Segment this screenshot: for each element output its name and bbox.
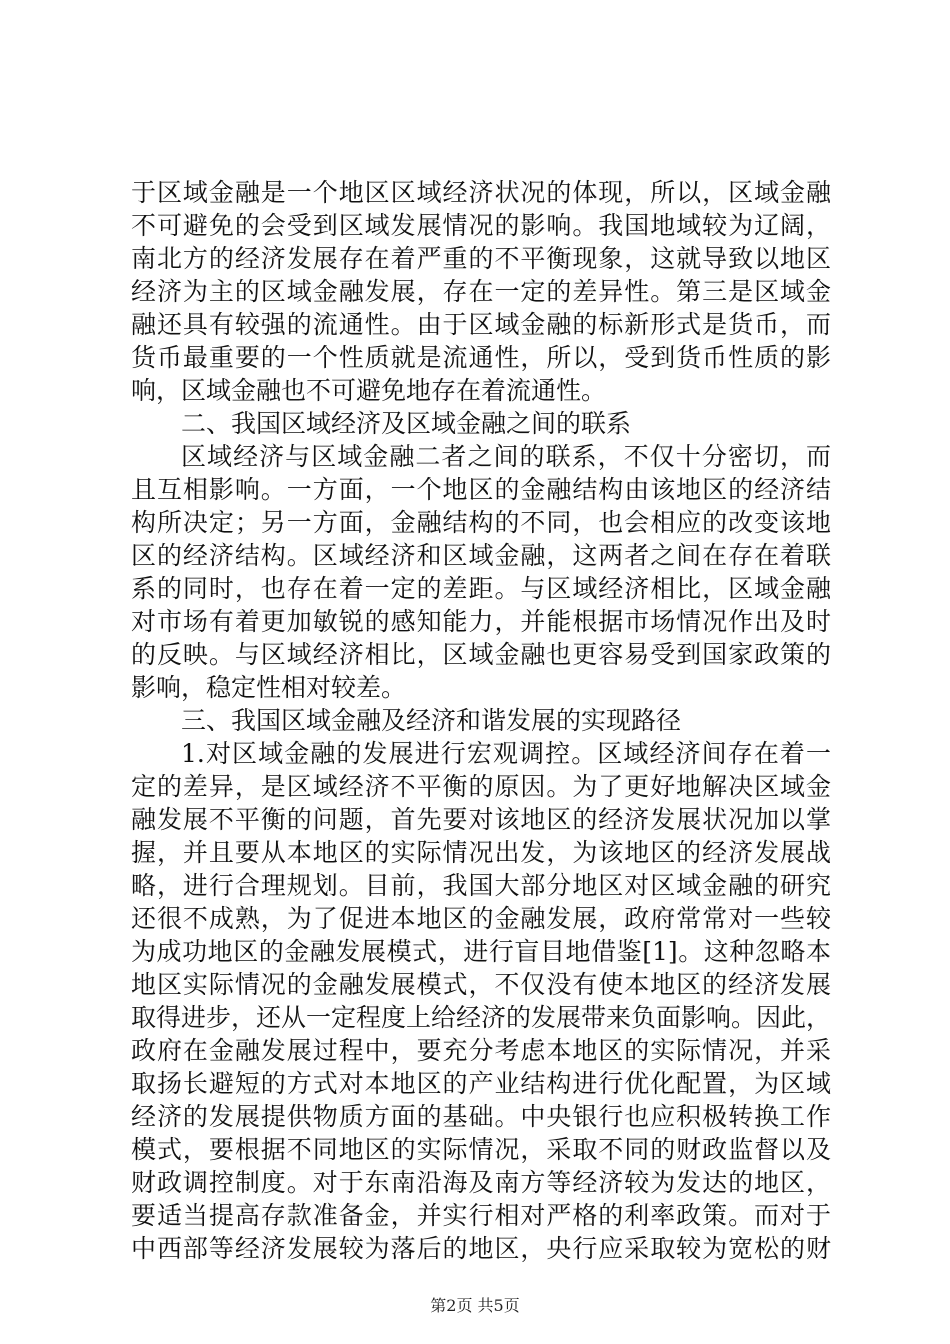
text-line: 还很不成熟，为了促进本地区的金融发展，政府常常对一些较 [131, 904, 831, 933]
text-line: 响，区域金融也不可避免地存在着流通性。 [131, 376, 607, 405]
text-line: 中西部等经济发展较为落后的地区，央行应采取较为宽松的财 [131, 1234, 831, 1263]
text-line: 为成功地区的金融发展模式，进行盲目地借鉴[1]。这种忽略本 [131, 937, 831, 966]
text-line: 且互相影响。一方面，一个地区的金融结构由该地区的经济结 [131, 475, 831, 504]
text-line: 对市场有着更加敏锐的感知能力，并能根据市场情况作出及时 [131, 607, 831, 636]
text-line: 经济为主的区域金融发展，存在一定的差异性。第三是区域金 [131, 277, 831, 306]
text-line: 经济的发展提供物质方面的基础。中央银行也应积极转换工作 [131, 1102, 831, 1131]
text-line: 政府在金融发展过程中，要充分考虑本地区的实际情况，并采 [131, 1036, 831, 1065]
page-number-footer: 第2页 共5页 [430, 1296, 520, 1315]
text-line: 融发展不平衡的问题，首先要对该地区的经济发展状况加以掌 [131, 805, 831, 834]
section-heading: 三、我国区域金融及经济和谐发展的实现路径 [181, 706, 682, 735]
text-line: 构所决定；另一方面，金融结构的不同，也会相应的改变该地 [131, 508, 831, 537]
text-line: 模式，要根据不同地区的实际情况，采取不同的财政监督以及 [131, 1135, 831, 1164]
text-line: 定的差异，是区域经济不平衡的原因。为了更好地解决区域金 [131, 772, 831, 801]
text-line: 握，并且要从本地区的实际情况出发，为该地区的经济发展战 [131, 838, 831, 867]
section-heading: 二、我国区域经济及区域金融之间的联系 [181, 409, 632, 438]
text-line: 区域经济与区域金融二者之间的联系，不仅十分密切，而 [181, 442, 831, 471]
text-line: 货币最重要的一个性质就是流通性，所以，受到货币性质的影 [131, 343, 831, 372]
text-line: 1.对区域金融的发展进行宏观调控。区域经济间存在着一 [181, 739, 831, 768]
text-line: 要适当提高存款准备金，并实行相对严格的利率政策。而对于 [131, 1201, 831, 1230]
text-line: 不可避免的会受到区域发展情况的影响。我国地域较为辽阔， [131, 211, 831, 240]
text-line: 系的同时，也存在着一定的差距。与区域经济相比，区域金融 [131, 574, 831, 603]
text-line: 区的经济结构。区域经济和区域金融，这两者之间在存在着联 [131, 541, 831, 570]
text-line: 的反映。与区域经济相比，区域金融也更容易受到国家政策的 [131, 640, 831, 669]
text-line: 南北方的经济发展存在着严重的不平衡现象，这就导致以地区 [131, 244, 831, 273]
text-line: 取得进步，还从一定程度上给经济的发展带来负面影响。因此， [131, 1003, 832, 1032]
text-line: 略，进行合理规划。目前，我国大部分地区对区域金融的研究 [131, 871, 831, 900]
text-line: 于区域金融是一个地区区域经济状况的体现，所以，区域金融 [131, 178, 831, 207]
text-line: 融还具有较强的流通性。由于区域金融的标新形式是货币，而 [131, 310, 831, 339]
text-line: 地区实际情况的金融发展模式，不仅没有使本地区的经济发展 [131, 970, 831, 999]
text-line: 影响，稳定性相对较差。 [131, 673, 407, 702]
text-line: 取扬长避短的方式对本地区的产业结构进行优化配置，为区域 [131, 1069, 831, 1098]
text-line: 财政调控制度。对于东南沿海及南方等经济较为发达的地区， [131, 1168, 831, 1197]
